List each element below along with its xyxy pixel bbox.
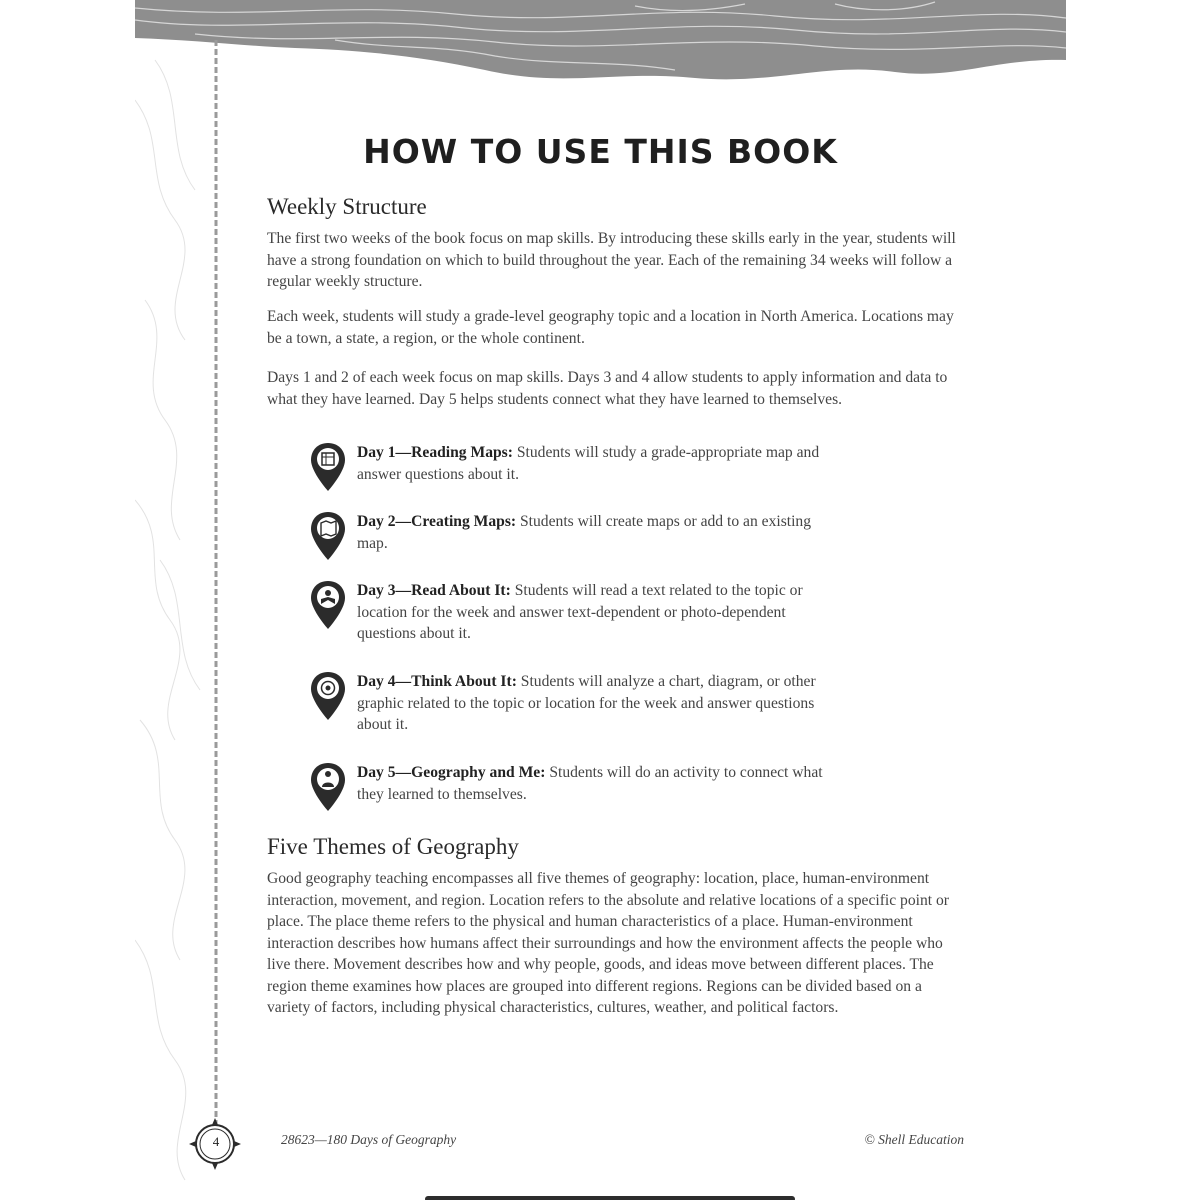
map-reading-icon	[310, 442, 346, 492]
footer-copyright: © Shell Education	[864, 1132, 964, 1147]
day-description	[357, 580, 842, 645]
section-heading-weekly: Weekly Structure	[267, 194, 427, 219]
page-title: HOW TO USE THIS BOOK	[363, 132, 838, 171]
topographic-side-strip	[135, 0, 217, 1200]
day-label: Day 5—Geography and Me:	[357, 764, 546, 781]
paragraph: The first two weeks of the book focus on map skills. By introducing these skills early in the year, students will have a strong foundation on which to build throughout the year. Each of the remaining 34 weeks will follow a regular weekly structure.	[267, 230, 956, 290]
day-label: Day 1—Reading Maps:	[357, 444, 513, 461]
day-text: Students will read a text related to the topic or location for the week and answer text-dependent or photo-dependent questions about it.	[357, 582, 803, 642]
day-text: Students will do an activity to connect what they learned to themselves.	[357, 764, 823, 803]
section-heading-themes: Five Themes of Geography	[267, 834, 519, 859]
rope-divider	[212, 40, 220, 1130]
day-text: Students will create maps or add to an existing map.	[357, 513, 812, 552]
day-label: Day 4—Think About It:	[357, 673, 517, 690]
day-label: Day 2—Creating Maps:	[357, 513, 517, 530]
day-description	[357, 511, 842, 554]
paragraph: Each week, students will study a grade-level geography topic and a location in North America. Locations may be a town, a state, a region, or the whole continent.	[267, 308, 954, 347]
page-number: 4	[212, 1134, 220, 1149]
thinking-icon	[310, 671, 346, 721]
topographic-header-band	[135, 0, 1066, 95]
paragraph: Good geography teaching encompasses all five themes of geography: location, place, human-environment interaction, movement, and region. Location refers to the absolute and relative locations of a specific point or place. The place theme refers to the physical and human characteristics of a place. Human-environment interaction describes how humans affect their surroundings and how the environment affects the people who live there. Movement describes how and why people, goods, and ideas move between different places. The region theme examines how places are grouped into different regions. Regions can be divided based on a variety of factors, including physical characteristics, cultures, weather, and political factors.	[267, 870, 949, 1016]
reading-person-icon	[310, 580, 346, 630]
day-description	[357, 762, 842, 805]
day-label: Day 3—Read About It:	[357, 582, 511, 599]
bottom-edge-bar	[425, 1196, 795, 1200]
map-creating-icon	[310, 511, 346, 561]
day-description	[357, 671, 842, 736]
paragraph: Days 1 and 2 of each week focus on map skills. Days 3 and 4 allow students to apply information and data to what they have learned. Day 5 helps students connect what they have learned to themselves.	[267, 369, 948, 408]
day-description	[357, 442, 842, 485]
book-page	[135, 0, 1066, 1200]
footer-book-title: 28623—180 Days of Geography	[281, 1132, 457, 1147]
day-text: Students will study a grade-appropriate map and answer questions about it.	[357, 444, 820, 483]
person-globe-icon	[310, 762, 346, 812]
day-text: Students will analyze a chart, diagram, or other graphic related to the topic or location for the week and answer questions about it.	[357, 673, 816, 733]
